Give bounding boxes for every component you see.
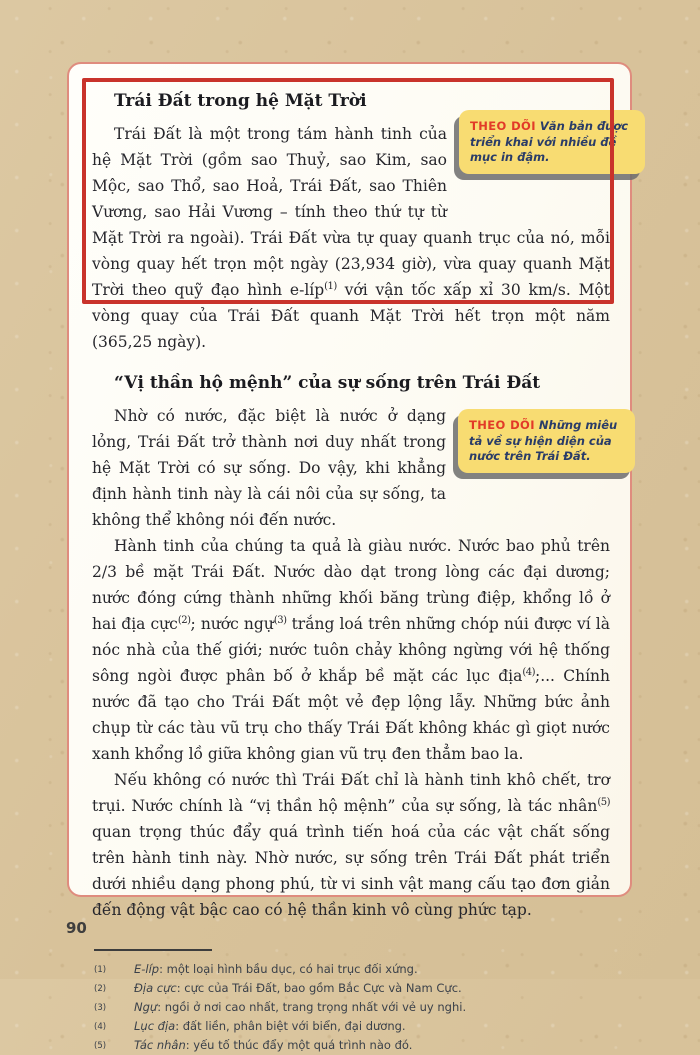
footnote-list bbox=[92, 960, 610, 1055]
footnote-marker: (3) bbox=[94, 1003, 107, 1013]
footnote-ref-3: (3) bbox=[273, 615, 287, 626]
theo-doi-label: THEO DÕI bbox=[469, 418, 535, 432]
theo-doi-callout-2 bbox=[458, 409, 635, 473]
paragraph-water-importance: Nếu không có nước thì Trái Đất chỉ là hành tinh khô chết, trơ trụi. Nước chính là “vị thần hộ mệnh” của sự sống, là tác nhân$^{(5)}$ quan trọng thúc đẩy quá trình tiến hoá của các vật chất sống trên hành tinh này. Nhờ nước, sự sống trên Trái Đất phát triển dưới nhiều dạng phong phú, từ vi sinh vật mang cấu tạo đơn giản đến động vật bậc cao có hệ thần kinh vô cùng phức tạp. bbox=[92, 771, 610, 919]
footnote-ref-1: (1) bbox=[324, 281, 337, 292]
page-number: 90 bbox=[66, 919, 87, 937]
section-solar-system bbox=[92, 90, 629, 355]
footnote-item-2: (2) Địa cực: cực của Trái Đất, bao gồm Bắc Cực và Nam Cực. bbox=[92, 979, 610, 998]
footnote-ref-4: (4) bbox=[522, 667, 535, 678]
paragraph-water-intro: Nhờ có nước, đặc biệt là nước ở dạng lỏng, Trái Đất trở thành nơi duy nhất trong hệ Mặt Trời có sự sống. Do vậy, khi khẳng định hành tinh này là cái nôi của sự sống, ta không thể không nói đến nước. bbox=[92, 407, 446, 529]
paragraph-solar-system: Trái Đất là một trong tám hành tinh của hệ Mặt Trời (gồm sao Thuỷ, sao Kim, sao Mộc, sao Thổ, sao Hoả, Trái Đất, sao Thiên Vương, sao Hải Vương – tính theo thứ tự từ Mặt Trời ra ngoài). Trái Đất vừa tự quay quanh trục của nó, mỗi vòng quay hết trọn một ngày (23,934 giờ), vừa quay quanh Mặt Trời theo quỹ đạo hình e-líp$^{(1)}$ với vận tốc xấp xỉ 30 km/s. Một vòng quay của Trái Đất quanh Mặt Trời hết trọn một năm (365,25 ngày). bbox=[92, 125, 610, 351]
theo-doi-text: Những miêu tả về sự hiện diện của nước trên Trái Đất. bbox=[469, 418, 618, 463]
footnote-marker: (2) bbox=[94, 984, 107, 994]
theo-doi-text: Văn bản được triển khai với nhiều đề mục in đậm. bbox=[470, 119, 629, 164]
footnote-marker: (4) bbox=[94, 1022, 107, 1032]
footnote-item-4: (4) Lục địa: đất liền, phân biệt với biển, đại dương. bbox=[92, 1017, 610, 1036]
footnote-item-1: (1) E-líp: một loại hình bầu dục, có hai trục đối xứng. bbox=[92, 960, 610, 979]
heading-earth-in-solar-system: Trái Đất trong hệ Mặt Trời bbox=[114, 91, 367, 111]
section-water bbox=[92, 403, 618, 767]
footnote-divider bbox=[94, 949, 212, 951]
paragraph-water-rich: Hành tinh của chúng ta quả là giàu nước. Nước bao phủ trên 2/3 bề mặt Trái Đất. Nước dào dạt trong lòng các đại dương; nước đóng cứng thành những khối băng trùng điệp, khổng lồ ở hai địa cực$^{(2)}$; nước ngự$^{(3)}$ trắng loá trên những chóp núi được ví là nóc nhà của thế giới; nước tuôn chảy không ngừng với hệ thống sông ngòi được phân bố ở khắp bề mặt các lục địa$^{(4)}$;... Chính nước đã tạo cho Trái Đất một vẻ đẹp lộng lẫy. Những bức ảnh chụp từ các tàu vũ trụ cho thấy Trái Đất không khác gì giọt nước xanh khổng lồ giữa không gian vũ trụ đen thẳm bao la. bbox=[92, 537, 610, 763]
footnote-marker: (1) bbox=[94, 965, 107, 975]
theo-doi-callout-1 bbox=[459, 110, 645, 174]
footnote-ref-5: (5) bbox=[597, 797, 610, 808]
footnote-item-3: (3) Ngự: ngồi ở nơi cao nhất, trang trọng nhất với vẻ uy nghi. bbox=[92, 998, 610, 1017]
footnote-item-5: (5) Tác nhân: yếu tố thúc đẩy một quá trình nào đó. bbox=[92, 1036, 610, 1055]
heading-guardian-of-life: “Vị thần hộ mệnh” của sự sống trên Trái Đất bbox=[114, 373, 541, 393]
footnote-marker: (5) bbox=[94, 1041, 107, 1051]
footnote-ref-2: (2) bbox=[177, 615, 191, 626]
theo-doi-label: THEO DÕI bbox=[470, 119, 536, 133]
